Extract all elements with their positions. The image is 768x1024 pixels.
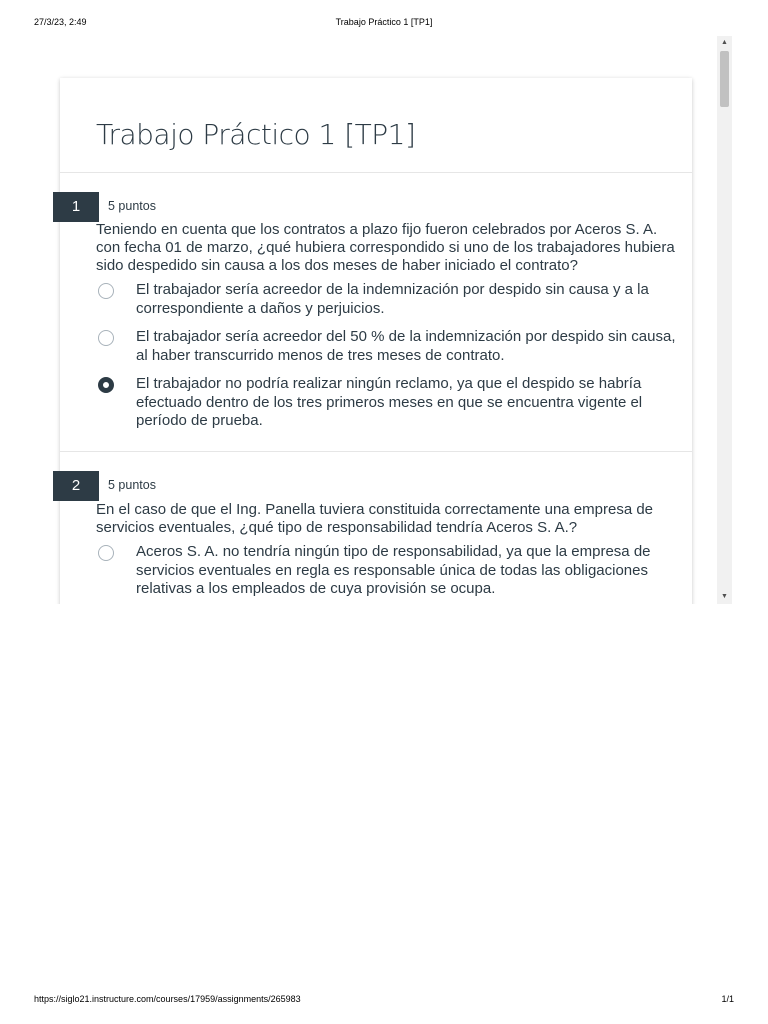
- answer-label: Aceros S. A. no tendría ningún tipo de responsabilidad, ya que la empresa de servicios eventuales en regla es responsable única de todas las obligaciones relativas a los empleados de cuya provisión se ocupa.: [136, 543, 651, 597]
- quiz-card: [60, 78, 692, 604]
- radio-button-selected[interactable]: [98, 377, 114, 393]
- print-date: 27/3/23, 2:49: [34, 17, 87, 27]
- print-footer: [34, 994, 734, 1008]
- answer-label: El trabajador no podría realizar ningún reclamo, ya que el despido se habría efectuado dentro de los tres primeros meses en que se encuentra vigente el período de prueba.: [136, 375, 643, 429]
- title-divider: [60, 172, 692, 173]
- question-text: Teniendo en cuenta que los contratos a plazo fijo fueron celebrados por Aceros S. A. con fecha 01 de marzo, ¿qué hubiera correspondido si uno de los trabajadores hubiera sido despedido sin causa a los dos meses de haber iniciado el contrato?: [96, 221, 675, 274]
- quiz-title: Trabajo Práctico 1 [TP1]: [96, 118, 416, 151]
- answer-label: El trabajador sería acreedor de la indemnización por despido sin causa y a la correspondiente a daños y perjuicios.: [136, 281, 649, 317]
- page-viewport: [36, 36, 732, 604]
- vertical-scrollbar[interactable]: [717, 36, 732, 604]
- question-points: 5 puntos: [108, 199, 156, 213]
- scroll-down-arrow-icon[interactable]: ▼: [721, 593, 728, 600]
- question-number: 1: [53, 192, 99, 222]
- radio-button[interactable]: [98, 283, 114, 299]
- question-divider: [60, 451, 692, 452]
- question-number: 2: [53, 471, 99, 501]
- question-points: 5 puntos: [108, 478, 156, 492]
- radio-button[interactable]: [98, 330, 114, 346]
- question-text: En el caso de que el Ing. Panella tuviera constituida correctamente una empresa de servicios eventuales, ¿qué tipo de responsabilidad tendría Aceros S. A.?: [96, 501, 654, 536]
- scroll-up-arrow-icon[interactable]: ▲: [721, 39, 728, 46]
- answer-label: El trabajador sería acreedor del 50 % de la indemnización por despido sin causa, al haber transcurrido menos de tres meses de contrato.: [136, 328, 676, 364]
- radio-button[interactable]: [98, 545, 114, 561]
- print-page-number: 1/1: [721, 994, 734, 1004]
- print-header: [34, 17, 734, 31]
- scrollbar-thumb[interactable]: [720, 51, 729, 107]
- print-title: Trabajo Práctico 1 [TP1]: [335, 17, 433, 27]
- print-url: https://siglo21.instructure.com/courses/17959/assignments/265983: [34, 994, 301, 1004]
